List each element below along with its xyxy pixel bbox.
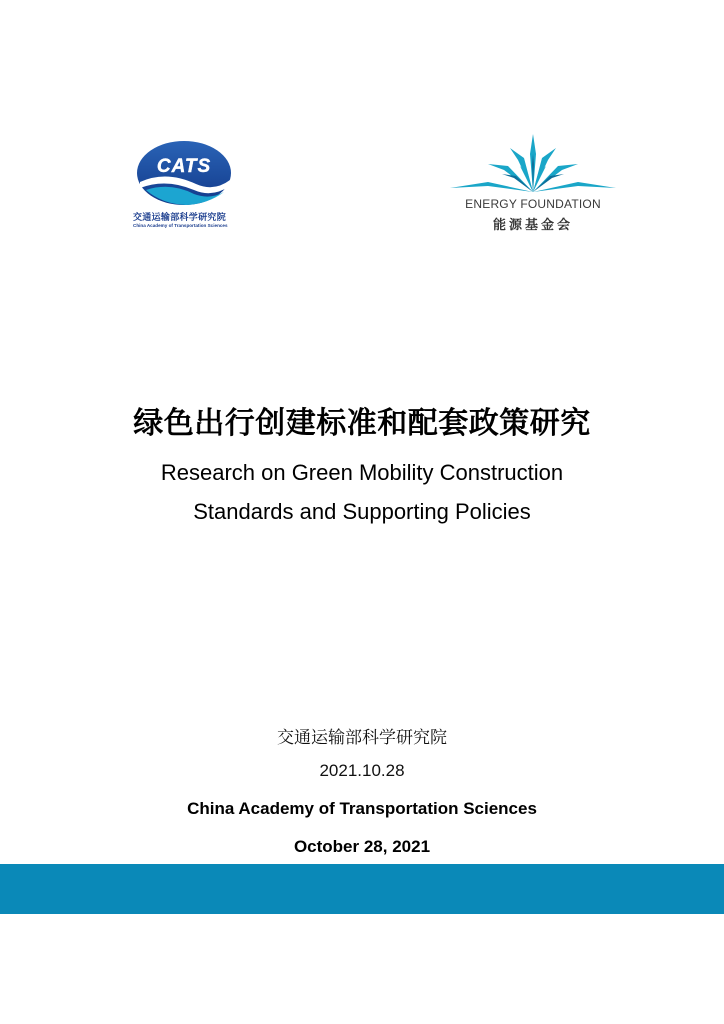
cats-mark-text: CATS: [156, 156, 212, 177]
cats-name-en: China Academy of Transportation Sciences: [133, 223, 228, 228]
publish-date-numeric: 2021.10.28: [319, 761, 405, 780]
report-title-en: [0, 453, 724, 531]
cats-name-cn: 交通运输部科学研究院: [133, 213, 227, 223]
publisher-name-en: China Academy of Transportation Sciences: [187, 799, 537, 818]
energy-foundation-name-en: ENERGY FOUNDATION: [465, 197, 601, 211]
publish-date-en: October 28, 2021: [293, 837, 431, 856]
report-title-en-line1: Research on Green Mobility Construction: [160, 460, 564, 485]
cover-color-band: [0, 864, 724, 914]
publisher-name-cn: 交通运输部科学研究院: [277, 728, 447, 748]
cats-emblem-icon: [136, 140, 232, 208]
energy-foundation-logo: [448, 134, 618, 234]
starburst-icon: [448, 134, 618, 194]
report-title-en-line2: Standards and Supporting Policies: [193, 499, 531, 524]
cats-logo: [133, 140, 233, 232]
energy-foundation-name-cn: 能源基金会: [492, 218, 573, 233]
report-title-cn: 绿色出行创建标准和配套政策研究: [133, 406, 591, 441]
